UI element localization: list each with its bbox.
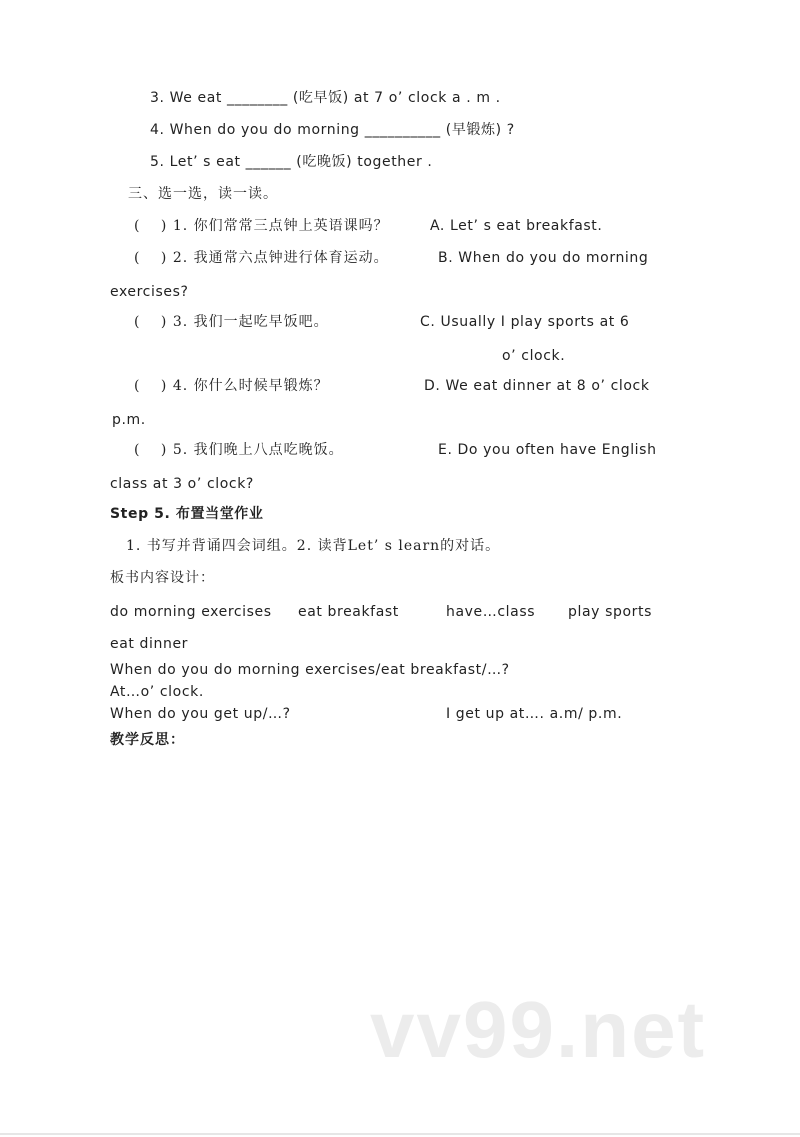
- option-c-continued: o’ clock.: [502, 348, 566, 364]
- option-c: C. Usually I play sports at 6: [420, 314, 630, 330]
- board-answer-line: At…o’ clock.: [110, 684, 204, 700]
- page-bottom-edge: [0, 1133, 800, 1135]
- board-phrase-5: eat dinner: [110, 636, 189, 652]
- board-answer-line-2: I get up at…. a.m/ p.m.: [446, 706, 623, 722]
- fill-blank-item-4: 4. When do you do morning __________ (早锻炼) ?: [150, 122, 515, 138]
- question-2-cn: ( ) 2. 我通常六点钟进行体育运动。: [134, 250, 389, 266]
- board-phrase-1: do morning exercises: [110, 604, 272, 620]
- reflection-title: 教学反思：: [110, 732, 185, 748]
- board-phrase-2: eat breakfast: [298, 604, 399, 620]
- option-b: B. When do you do morning: [438, 250, 649, 266]
- step5-content: 1. 书写并背诵四会词组。2. 读背Let’ s learn的对话。: [126, 538, 501, 554]
- step5-title: Step 5. 布置当堂作业: [110, 506, 264, 522]
- option-d: D. We eat dinner at 8 o’ clock: [424, 378, 650, 394]
- fill-blank-item-5: 5. Let’ s eat ______ (吃晚饭) together .: [150, 154, 433, 170]
- option-e: E. Do you often have English: [438, 442, 657, 458]
- fill-blank-item-3: 3. We eat ________ (吃早饭) at 7 o’ clock a . m .: [150, 90, 501, 106]
- board-question-line: When do you do morning exercises/eat breakfast/…?: [110, 662, 510, 678]
- board-question-line-2: When do you get up/…?: [110, 706, 291, 722]
- option-d-continued: p.m.: [112, 412, 146, 428]
- question-5-cn: ( ) 5. 我们晚上八点吃晚饭。: [134, 442, 344, 458]
- board-title: 板书内容设计：: [110, 570, 215, 586]
- watermark: vv99.net: [370, 985, 707, 1074]
- option-b-continued: exercises?: [110, 284, 189, 300]
- board-phrase-4: play sports: [568, 604, 652, 620]
- section3-title: 三、选一选，读一读。: [128, 186, 278, 202]
- option-a: A. Let’ s eat breakfast.: [430, 218, 603, 234]
- board-phrase-3: have…class: [446, 604, 536, 620]
- question-1-cn: ( ) 1. 你们常常三点钟上英语课吗？: [134, 218, 389, 234]
- question-3-cn: ( ) 3. 我们一起吃早饭吧。: [134, 314, 329, 330]
- question-4-cn: ( ) 4. 你什么时候早锻炼？: [134, 378, 329, 394]
- option-e-continued: class at 3 o’ clock?: [110, 476, 254, 492]
